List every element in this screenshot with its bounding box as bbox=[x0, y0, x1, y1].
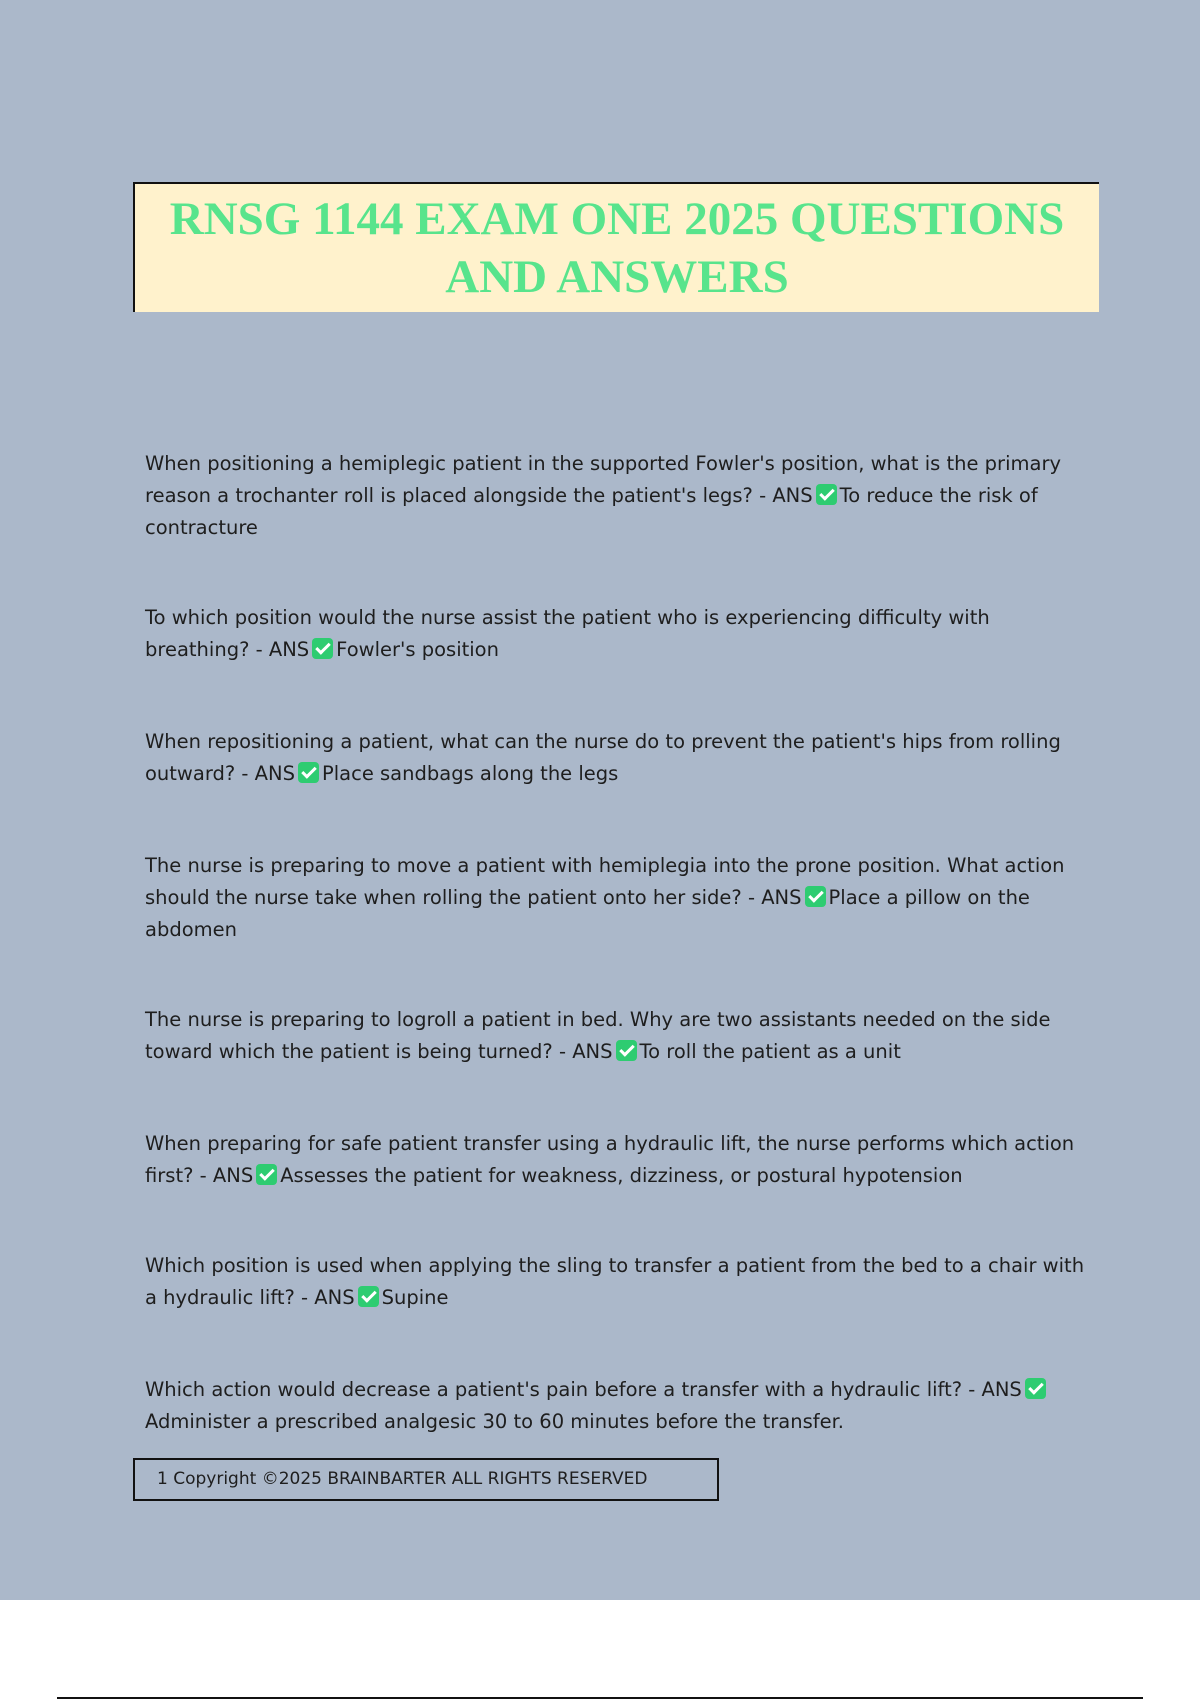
qa-item-8 bbox=[145, 1374, 1095, 1438]
qa-item-1 bbox=[145, 448, 1095, 544]
check-mark-icon bbox=[805, 886, 826, 907]
answer-text: Place sandbags along the legs bbox=[321, 762, 619, 785]
question-text: When preparing for safe patient transfer using a hydraulic lift, the nurse performs which action first? - ANS bbox=[145, 1132, 1075, 1187]
qa-item-2 bbox=[145, 602, 1095, 666]
check-mark-icon bbox=[816, 484, 837, 505]
question-text: The nurse is preparing to logroll a patient in bed. Why are two assistants needed on the side toward which the patient is being turned? - ANS bbox=[145, 1008, 1051, 1063]
title-line-2: AND ANSWERS bbox=[445, 251, 789, 303]
qa-item-6 bbox=[145, 1128, 1095, 1192]
page-title bbox=[137, 190, 1097, 306]
check-mark-icon bbox=[298, 762, 319, 783]
question-text: To which position would the nurse assist the patient who is experiencing difficulty with breathing? - ANS bbox=[145, 606, 990, 661]
answer-text: Place a pillow on the abdomen bbox=[145, 886, 1030, 941]
qa-item-4 bbox=[145, 850, 1095, 946]
check-mark-icon bbox=[616, 1040, 637, 1061]
question-text: Which position is used when applying the sling to transfer a patient from the bed to a chair with a hydraulic lift? - ANS bbox=[145, 1254, 1085, 1309]
answer-text: Supine bbox=[381, 1286, 449, 1309]
qa-list bbox=[145, 448, 1095, 1438]
question-text: Which action would decrease a patient's pain before a transfer with a hydraulic lift? - ANS bbox=[145, 1378, 1022, 1401]
answer-text: To roll the patient as a unit bbox=[639, 1040, 901, 1063]
question-text: The nurse is preparing to move a patient with hemiplegia into the prone position. What action should the nurse take when rolling the patient onto her side? - ANS bbox=[145, 854, 1065, 909]
answer-text: Fowler's position bbox=[336, 638, 499, 661]
answer-text: To reduce the risk of contracture bbox=[145, 484, 1038, 539]
copyright-footer: 1 Copyright ©2025 BRAINBARTER ALL RIGHTS RESERVED bbox=[133, 1458, 719, 1501]
bottom-divider bbox=[57, 1697, 1143, 1699]
qa-item-7 bbox=[145, 1250, 1095, 1314]
answer-text: Administer a prescribed analgesic 30 to 60 minutes before the transfer. bbox=[145, 1410, 845, 1433]
check-mark-icon bbox=[1025, 1378, 1046, 1399]
question-text: When repositioning a patient, what can the nurse do to prevent the patient's hips from rolling outward? - ANS bbox=[145, 730, 1061, 785]
question-text: When positioning a hemiplegic patient in the supported Fowler's position, what is the primary reason a trochanter roll is placed alongside the patient's legs? - ANS bbox=[145, 452, 1061, 507]
check-mark-icon bbox=[312, 638, 333, 659]
check-mark-icon bbox=[256, 1164, 277, 1185]
title-banner bbox=[133, 182, 1099, 312]
answer-text: Assesses the patient for weakness, dizziness, or postural hypotension bbox=[280, 1164, 963, 1187]
check-mark-icon bbox=[358, 1286, 379, 1307]
qa-item-5 bbox=[145, 1004, 1095, 1068]
title-line-1: RNSG 1144 EXAM ONE 2025 QUESTIONS bbox=[169, 193, 1065, 245]
qa-item-3 bbox=[145, 726, 1095, 790]
